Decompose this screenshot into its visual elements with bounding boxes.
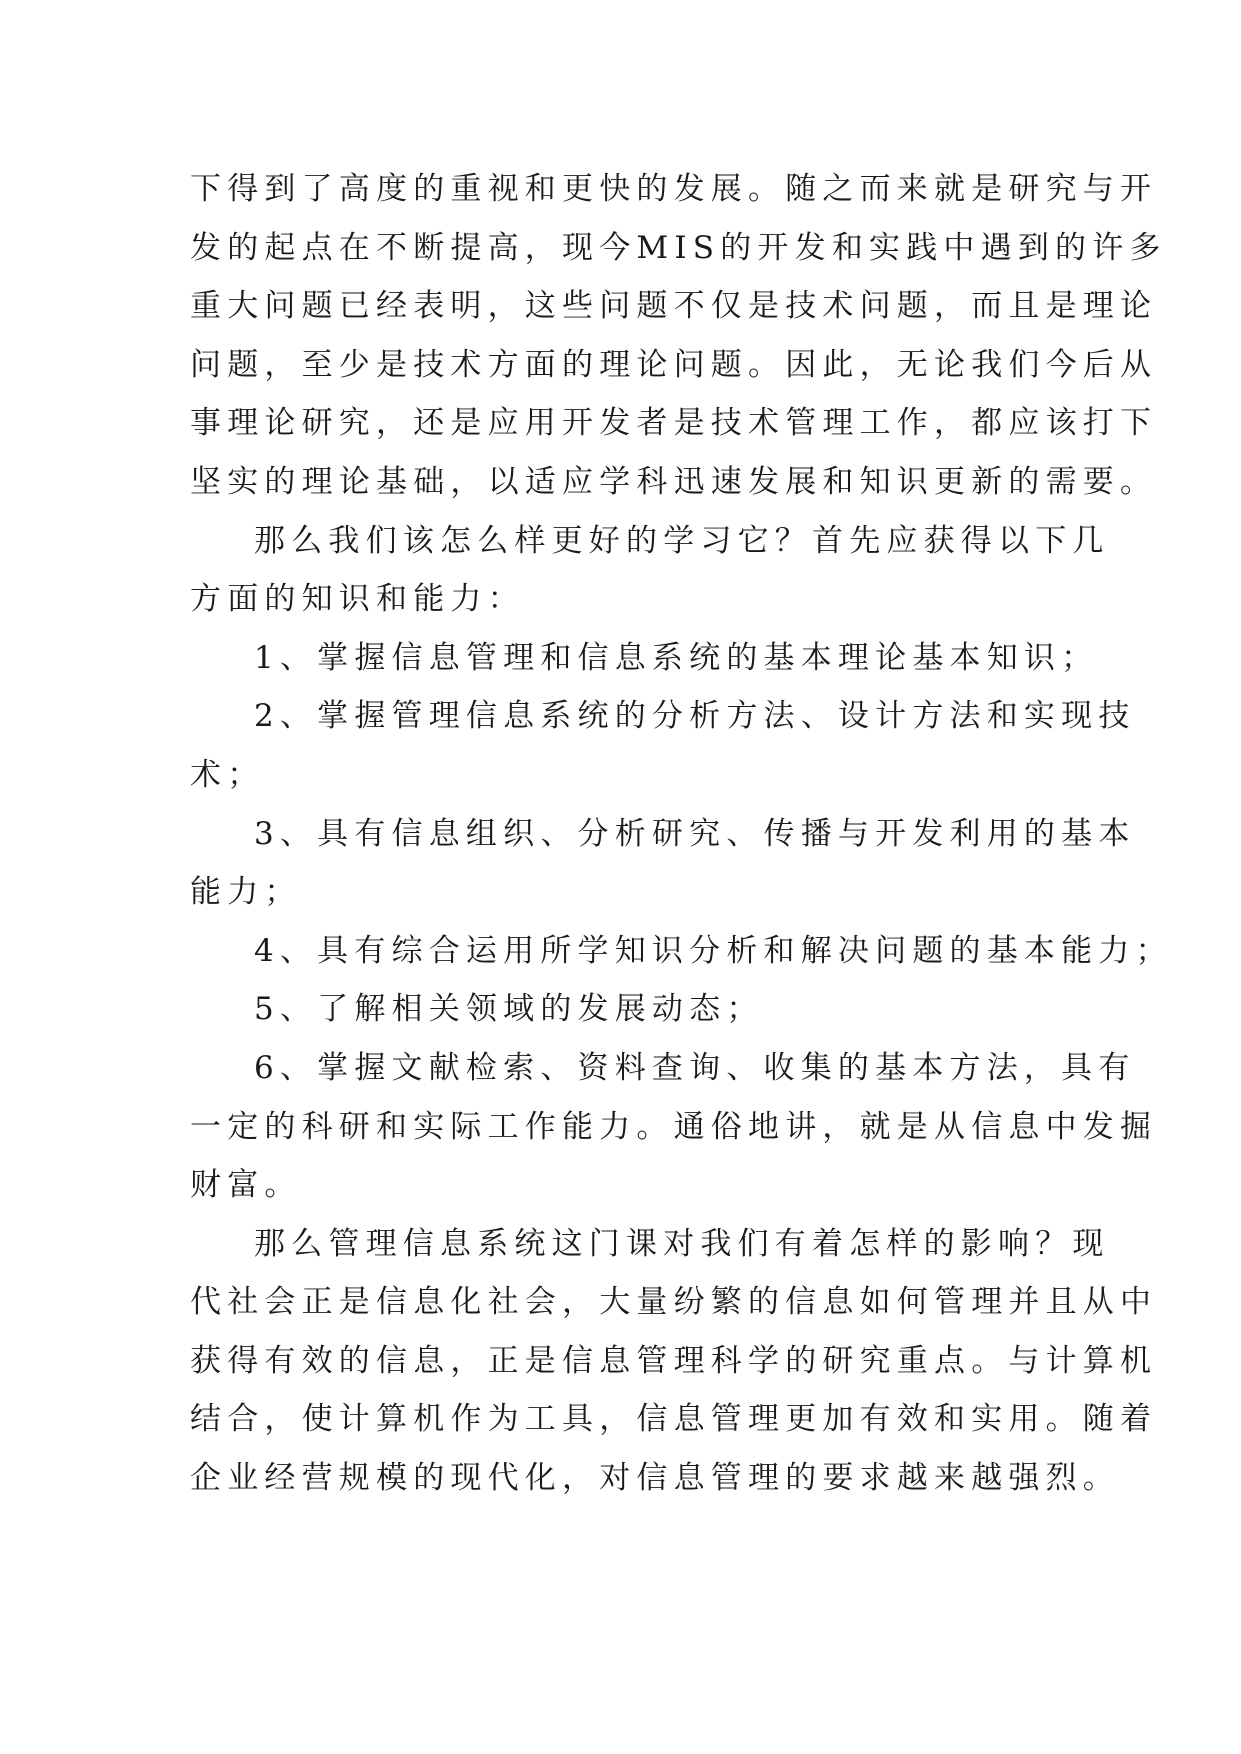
text-line: 下得到了高度的重视和更快的发展。随之而来就是研究与开 xyxy=(190,171,1158,207)
list-item-5: 5、了解相关领域的发展动态； xyxy=(254,991,764,1028)
text-line: 能力； xyxy=(190,874,302,911)
text-line: 财富。 xyxy=(190,1167,302,1204)
list-item-1: 1、掌握信息管理和信息系统的基本理论基本知识； xyxy=(254,639,1099,676)
text-line: 坚实的理论基础，以适应学科迅速发展和知识更新的需要。 xyxy=(190,463,1158,500)
text-line: 结合，使计算机作为工具，信息管理更加有效和实用。随着 xyxy=(190,1401,1158,1438)
list-item-3: 3、具有信息组织、分析研究、传播与开发利用的基本 xyxy=(254,815,1136,852)
text-line: 企业经营规模的现代化，对信息管理的要求越来越强烈。 xyxy=(190,1460,1120,1497)
document-body xyxy=(190,160,1173,1508)
list-item-6: 6、掌握文献检索、资料查询、收集的基本方法，具有 xyxy=(254,1049,1136,1086)
text-line: 事理论研究，还是应用开发者是技术管理工作，都应该打下 xyxy=(190,405,1158,442)
text-line: 术； xyxy=(190,756,265,793)
text-line: 一定的科研和实际工作能力。通俗地讲，就是从信息中发掘 xyxy=(190,1108,1158,1145)
list-item-4: 4、具有综合运用所学知识分析和解决问题的基本能力； xyxy=(254,932,1173,969)
text-line: 问题，至少是技术方面的理论问题。因此，无论我们今后从 xyxy=(190,346,1158,383)
text-line: 获得有效的信息，正是信息管理科学的研究重点。与计算机 xyxy=(190,1342,1158,1379)
paragraph-first-line: 那么管理信息系统这门课对我们有着怎样的影响？现 xyxy=(254,1225,1110,1262)
text-line: 发的起点在不断提高，现今MIS的开发和实践中遇到的许多 xyxy=(190,229,1167,266)
paragraph-first-line: 那么我们该怎么样更好的学习它？首先应获得以下几 xyxy=(254,522,1110,559)
text-line: 方面的知识和能力： xyxy=(190,581,525,618)
text-line: 代社会正是信息化社会，大量纷繁的信息如何管理并且从中 xyxy=(190,1284,1158,1321)
list-item-2: 2、掌握管理信息系统的分析方法、设计方法和实现技 xyxy=(254,698,1136,735)
text-line: 重大问题已经表明，这些问题不仅是技术问题，而且是理论 xyxy=(190,288,1158,325)
